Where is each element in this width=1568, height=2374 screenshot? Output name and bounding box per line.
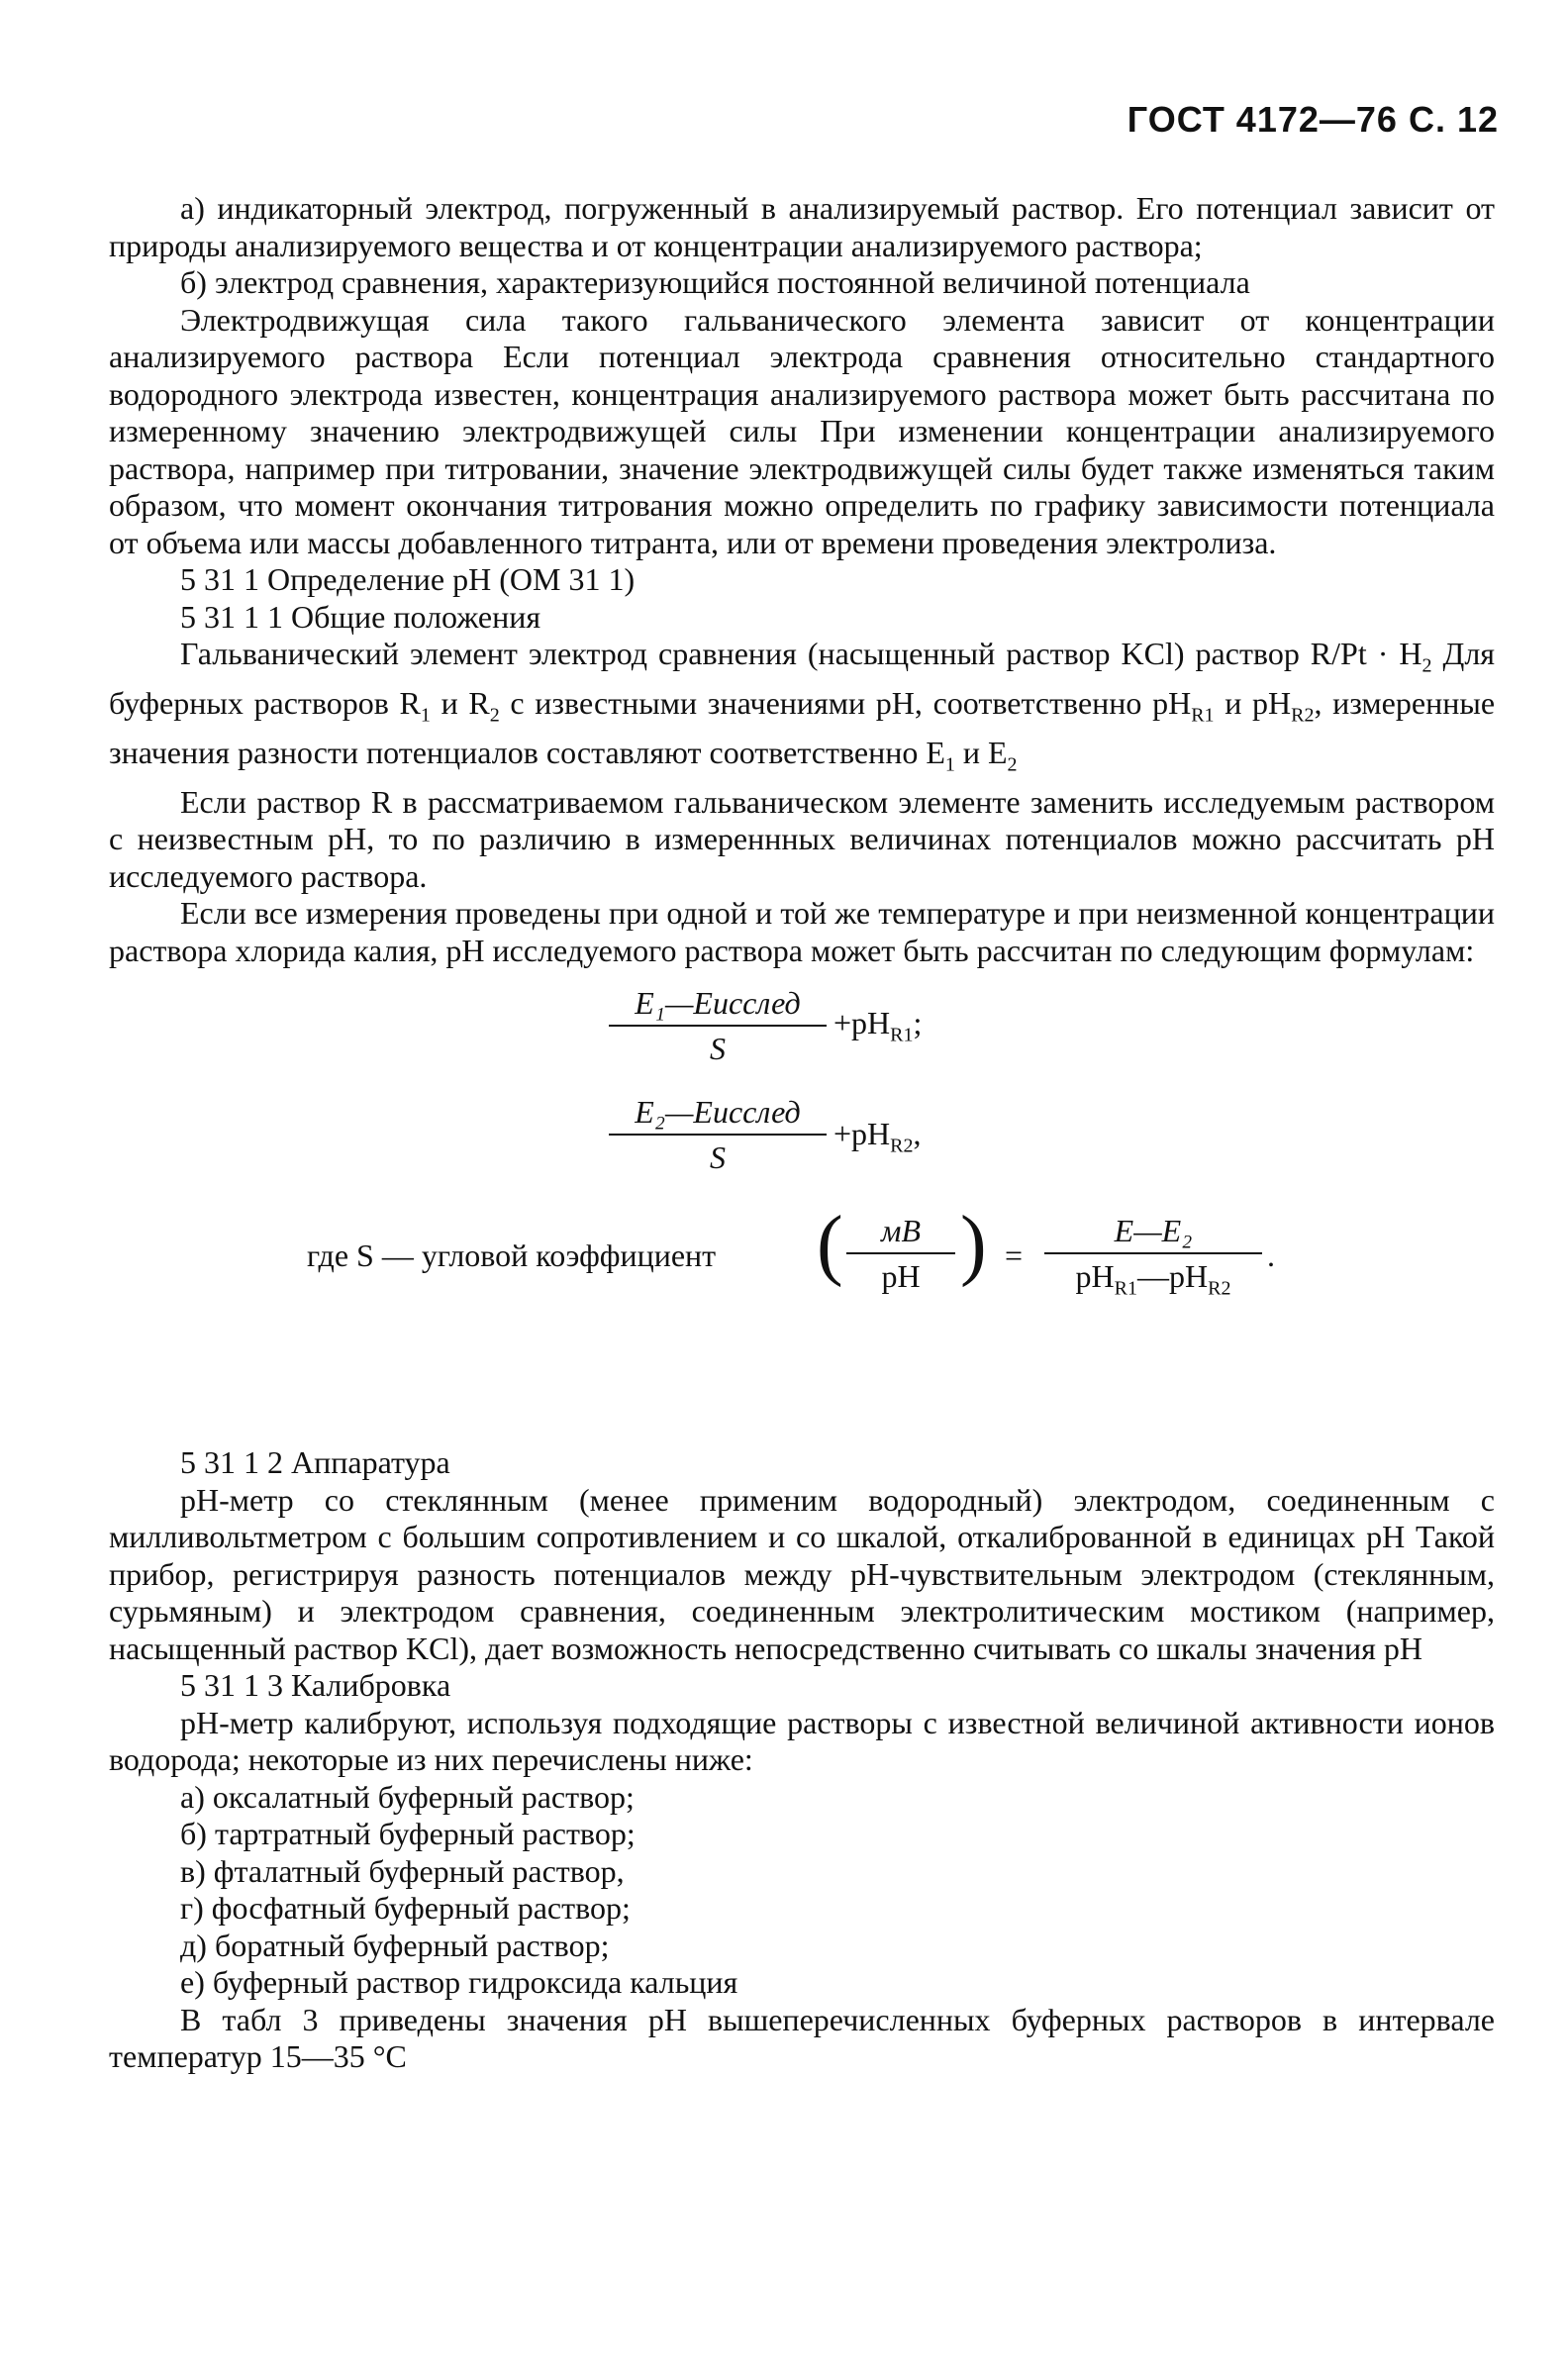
formula-2-fraction: E₂—Eисслед S — [609, 1094, 827, 1176]
paragraph-table-reference: В табл 3 приведены значения pH вышеперечисленных буферных растворов в интервале температур 15—35 °C — [109, 2001, 1495, 2075]
list-item: б) тартратный буферный раствор; — [180, 1816, 636, 1852]
list-item: д) боратный буферный раствор; — [180, 1927, 610, 1963]
paragraph-formulas-intro: Если все измерения проведены при одной и той же температуре и при неизменной концентрации раствора хлорида калия, pH исследуемого раствора может быть рассчитан по следующим формулам: — [109, 895, 1495, 968]
formula-2-tail: $+pH_{R2}$, — [833, 1116, 922, 1157]
formula-block — [109, 975, 1495, 1440]
list-item: а) оксалатный буферный раствор; — [180, 1778, 635, 1815]
formula-3-fraction: E—E₂ $pH_{R1}—pH_{R2}$ — [1044, 1213, 1262, 1307]
formula-where-text: где S — угловой коэффициент — [307, 1237, 717, 1274]
intro-item-b: б) электрод сравнения, характеризующийся постоянной величиной потенциала — [180, 264, 1250, 300]
left-paren: ( — [817, 1201, 843, 1289]
intro-item-a: а) индикаторный электрод, погруженный в анализируемый раствор. Его потенциал зависит от природы анализируемого вещества и от концентрации анализируемого раствора; — [109, 190, 1495, 263]
section-heading-5311: 5 31 1 Определение pH (ОМ 31 1) — [180, 561, 636, 597]
paragraph-galvanic-cell: Гальванический элемент электрод сравнения (насыщенный раствор KCl) раствор $R/Pt \cdot H_2$ Для буферных растворов $R_1$ и $R_2$ с известными значениями pH, соответственно $pH_{R1}$ и $pH_{R2}$, измеренные значения разности потенциалов составляют соответственно $E_1$ и $E_2$ — [109, 636, 1496, 776]
section-heading-53113: 5 31 1 3 Калибровка — [180, 1667, 451, 1704]
section-heading-53112: 5 31 1 2 Аппаратура — [180, 1444, 450, 1481]
formula-3-end: . — [1267, 1237, 1275, 1274]
paragraph-replace-solution: Если раствор R в рассматриваемом гальваническом элементе заменить исследуемым раствором с неизвестным pH, то по различию в измереннных величинах потенциалов можно рассчитать pH исследуемого раствора. — [109, 783, 1495, 894]
equals-sign: = — [1005, 1237, 1024, 1274]
unit-fraction: мВ pH — [846, 1213, 955, 1295]
body-text — [109, 190, 1495, 2076]
intro-paragraph: Электродвижущая сила такого гальванического элемента зависит от концентрации анализируемого раствора Если потенциал электрода сравнения относительно стандартного водородного электрода известен, концентрация анализируемого раствора может быть рассчитана по измеренному значению электродвижущей силы При изменении концентрации анализируемого раствора, например при титровании, значение электродвижущей силы будет также изменяться таким образом, что момент окончания титрования можно определить по графику зависимости потенциала от объема или массы добавленного титранта, или от времени проведения электролиза. — [109, 301, 1495, 560]
paragraph-apparatus: pH-метр со стеклянным (менее применим водородный) электродом, соединенным с милливольтметром с большим сопротивлением и со шкалой, откалиброванной в единицах pH Такой прибор, регистрируя разность потенциалов между pH-чувствительным электродом (стеклянным, сурьмяным) и электродом сравнения, соединенным электролитическим мостиком (например, насыщенный раствор KCl), дает возможность непосредственно считывать со шкалы значения pH — [109, 1481, 1495, 1666]
page-header: ГОСТ 4172—76 С. 12 — [1127, 99, 1499, 140]
section-heading-53111: 5 31 1 1 Общие положения — [180, 598, 541, 635]
formula-1-fraction: E₁—Eисслед S — [609, 985, 827, 1067]
list-item: в) фталатный буферный раствор, — [180, 1852, 625, 1889]
formula-1-tail: $+pH_{R1}$; — [833, 1005, 923, 1046]
right-paren: ) — [960, 1201, 987, 1289]
list-item: г) фосфатный буферный раствор; — [180, 1890, 631, 1927]
paragraph-calibration: pH-метр калибруют, используя подходящие растворы с известной величиной активности ионов водорода; некоторые из них перечислены ниже: — [109, 1704, 1495, 1778]
list-item: е) буферный раствор гидроксида кальция — [180, 1964, 738, 2001]
